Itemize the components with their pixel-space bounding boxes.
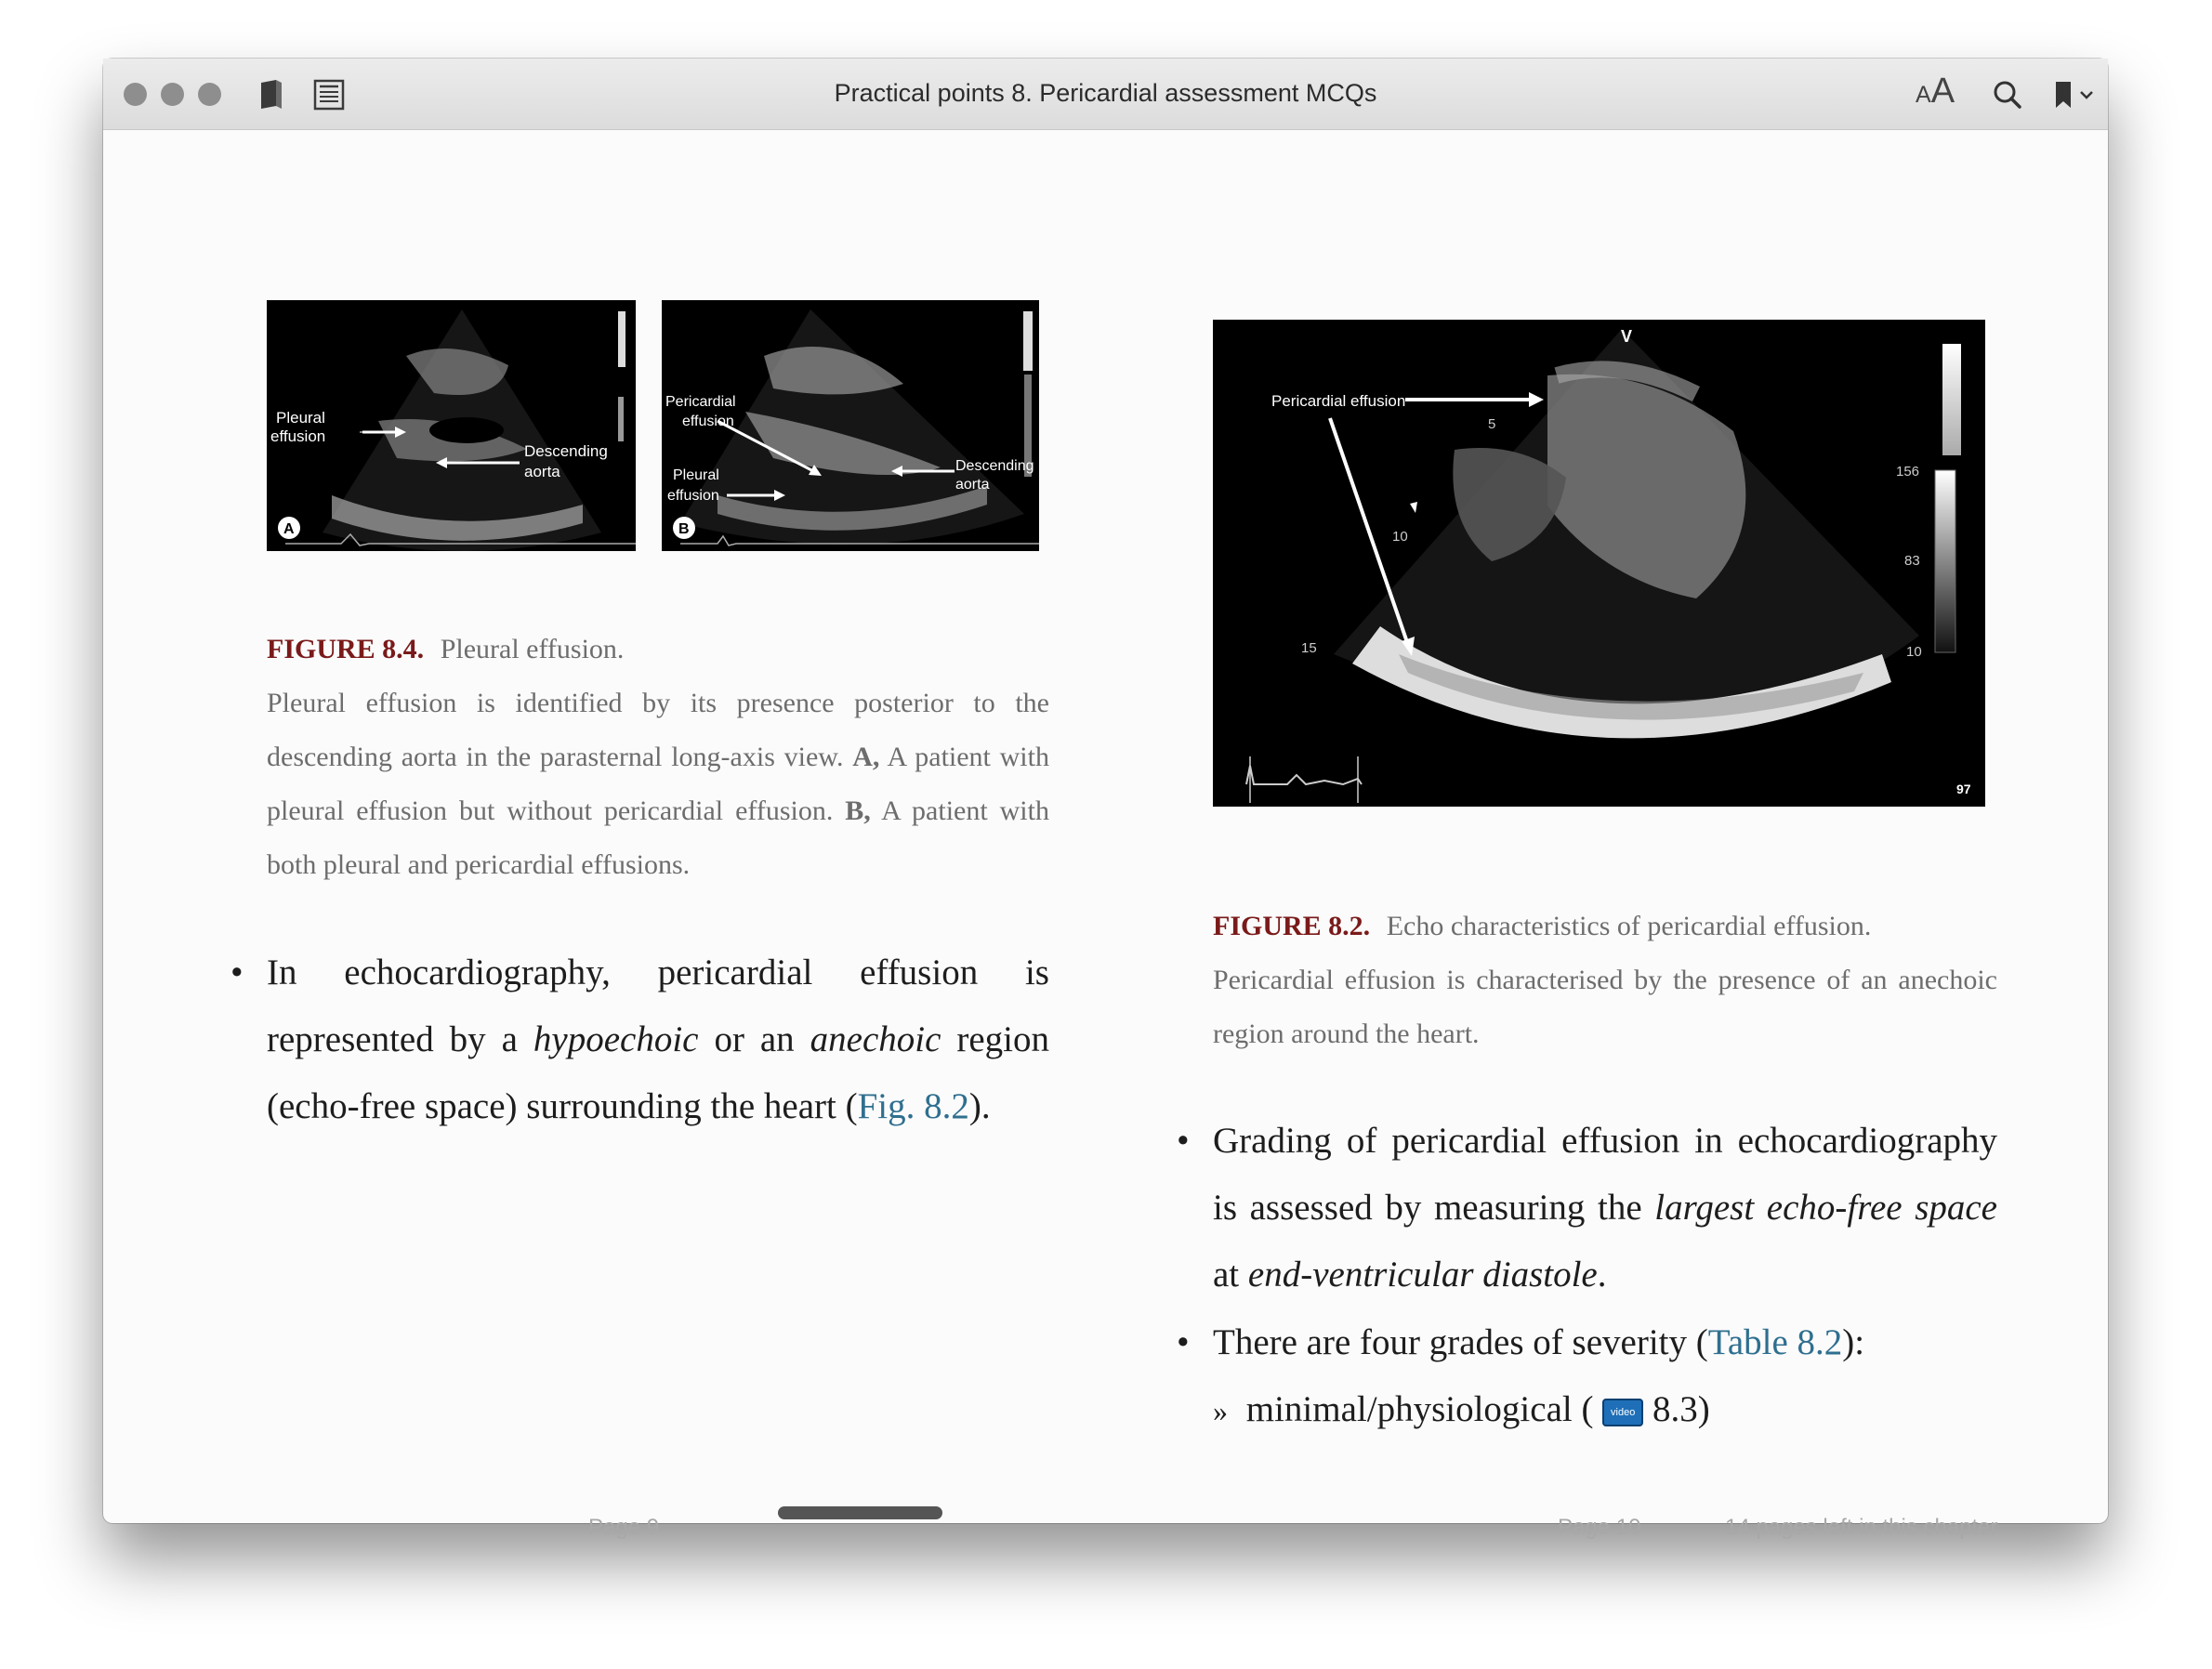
label-pleural-a-line-1: Pleural [276, 409, 325, 427]
figure-8-2-heading [1213, 900, 1997, 953]
label-aorta-b-line-1: Descending [955, 458, 1034, 474]
echo-image-panel-a [267, 300, 636, 551]
sub-item-text-part-2: 8.3) [1652, 1389, 1710, 1429]
figure-8-4-heading [267, 623, 1049, 677]
bullet-marker: • [1177, 1322, 1190, 1362]
panel-a-letter: A [283, 521, 295, 537]
severity-text-part-1: There are four grades of severity ( [1213, 1322, 1708, 1362]
bullet-marker: • [230, 953, 244, 992]
label-aorta-a-line-2: aorta [524, 463, 560, 480]
bullet-text-part-3: region (echo-free space) surrounding the heart ( [267, 1019, 1049, 1126]
left-page [103, 129, 1105, 1540]
page-number-right: Page 10 [1558, 1515, 1641, 1540]
title-bar [103, 59, 2108, 130]
search-icon[interactable] [1990, 77, 2025, 112]
depth-mark-5: 5 [1488, 416, 1496, 432]
figure-8-2-title: Echo characteristics of pericardial effusion. [1386, 911, 1872, 941]
heart-rate-value: 97 [1956, 782, 1971, 796]
label-pericardial-b-line-2: effusion [682, 414, 734, 429]
font-smaller-label: A [1916, 82, 1931, 108]
label-pericardial-b-line-1: Pericardial [665, 394, 736, 410]
severity-text-part-2: ): [1842, 1322, 1865, 1362]
figure-8-2-link[interactable]: Fig. 8.2 [857, 1086, 969, 1126]
figure-8-4-desc-part-1: Pleural effusion is identified by its presence posterior to the descending aorta in the parasternal long-axis view. [267, 688, 1049, 772]
page-number-left: Page 9 [588, 1515, 660, 1540]
grading-emphasis-end-ventricular-diastole: end-ventricular diastole [1247, 1255, 1598, 1294]
figure-8-4-desc-a-label: A, [852, 742, 880, 772]
grading-text-part-1: Grading of pericardial effusion in echocardiography is assessed by measuring the [1213, 1121, 1997, 1228]
font-size-button[interactable] [1916, 72, 1955, 112]
label-pleural-b-line-1: Pleural [673, 467, 719, 483]
bullet-emphasis-anechoic: anechoic [810, 1019, 941, 1059]
figure-8-4-description [267, 677, 1049, 892]
window-title: Practical points 8. Pericardial assessment MCQs [834, 79, 1377, 107]
figure-8-2-description: Pericardial effusion is characterised by the presence of an anechoic region around the heart. [1213, 965, 1997, 1049]
grading-text-part-3: . [1597, 1255, 1607, 1294]
echo-image-panel-b [662, 300, 1039, 551]
figure-8-4-caption [267, 623, 1049, 892]
bullet-text-part-2: or an [714, 1019, 795, 1059]
figure-8-4-title: Pleural effusion. [440, 634, 625, 664]
list-item [1177, 1108, 1997, 1308]
label-aorta-a-line-1: Descending [524, 442, 608, 460]
scale-value-83: 83 [1904, 553, 1920, 569]
figure-8-4-label: FIGURE 8.4. [267, 634, 425, 664]
figure-8-4-desc-b-label: B, [845, 795, 871, 826]
depth-mark-15: 15 [1301, 640, 1317, 656]
chevron-down-icon[interactable] [2077, 77, 2096, 112]
reader-window [103, 59, 2108, 1540]
font-larger-label: A [1930, 72, 1955, 111]
label-pleural-a-line-2: effusion [270, 427, 326, 445]
depth-mark-10: 10 [1392, 529, 1408, 545]
grading-emphasis-largest-echo-free-space: largest echo-free space [1654, 1188, 1997, 1228]
bullet-marker: • [1177, 1121, 1190, 1161]
label-pericardial-effusion: Pericardial effusion [1271, 392, 1406, 410]
scale-value-156: 156 [1896, 464, 1920, 480]
figure-8-2-caption [1213, 900, 1997, 1061]
grading-text-part-2: at [1213, 1255, 1240, 1294]
panel-b-letter: B [678, 521, 690, 537]
page-scroll-handle[interactable] [778, 1506, 942, 1519]
table-8-2-link[interactable]: Table 8.2 [1707, 1322, 1843, 1362]
label-aorta-b-line-2: aorta [955, 477, 990, 493]
figure-8-2-label: FIGURE 8.2. [1213, 911, 1371, 941]
scale-value-10: 10 [1906, 644, 1922, 660]
list-item [1177, 1309, 1997, 1376]
right-page [1105, 129, 2108, 1540]
bullet-emphasis-hypoechoic: hypoechoic [533, 1019, 699, 1059]
echo-image-pericardial-effusion [1213, 320, 1985, 807]
list-item [1213, 1376, 1997, 1444]
figure-8-4-desc-part-3: A patient with both pleural and pericardial effusions. [267, 795, 1049, 880]
label-pleural-b-line-2: effusion [667, 488, 719, 504]
bullet-text-part-1: In echocardiography, pericardial effusion is represented by a [267, 953, 1049, 1059]
figure-8-4-desc-part-2: A patient with pleural effusion but without pericardial effusion. [267, 742, 1049, 826]
bookmark-icon[interactable] [2046, 77, 2081, 112]
video-badge-label: video [1611, 1407, 1636, 1419]
probe-marker: V [1621, 327, 1633, 346]
video-icon[interactable] [1602, 1399, 1643, 1426]
bullet-text-part-4: ). [968, 1086, 991, 1126]
pages-left-indicator: 14 pages left in this chapter [1725, 1515, 1998, 1540]
list-item [230, 940, 1049, 1140]
sub-item-text-part-1: minimal/physiological ( [1245, 1389, 1594, 1429]
sub-item-marker: » [1213, 1394, 1228, 1427]
